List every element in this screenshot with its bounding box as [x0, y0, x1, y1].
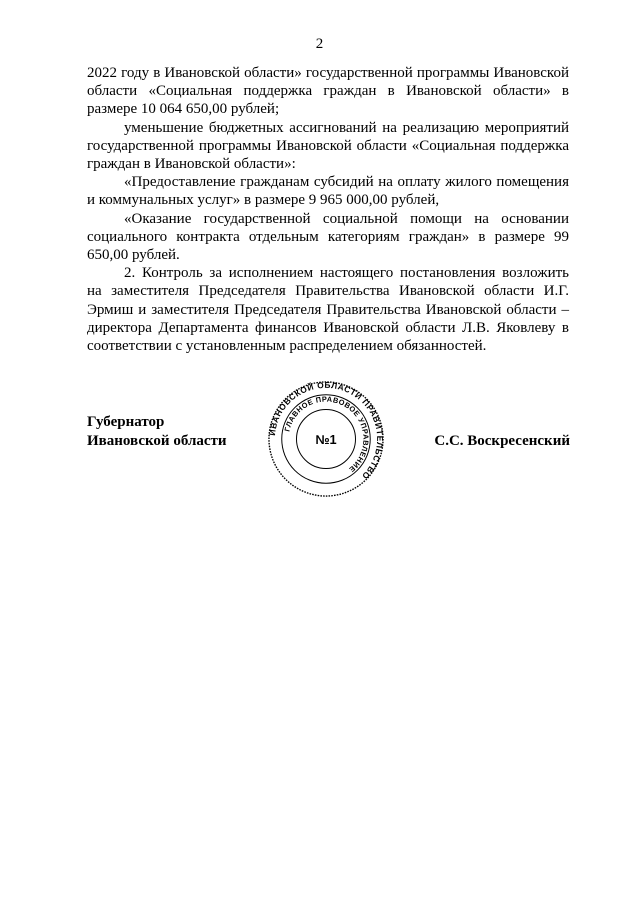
seal-ring-text: ИВАНОВСКОЙ ОБЛАСТИ ПРАВИТЕЛЬСТВО	[267, 380, 385, 482]
seal-inner-text: ГЛАВНОЕ ПРАВОВОЕ УПРАВЛЕНИЕ	[282, 394, 371, 475]
signatory-title-line-2: Ивановской области	[87, 433, 227, 449]
paragraph-3: «Предоставление гражданам субсидий на оплату жилого помещения и коммунальных услуг» в размере 9 965 000,00 рублей,	[87, 174, 569, 209]
paragraph-4: «Оказание государственной социальной помощи на основании социального контракта отдельным категориям граждан» в размере 99 650,00 рублей.	[87, 210, 569, 264]
paragraph-2: уменьшение бюджетных ассигнований на реализацию мероприятий государственной программы Ивановской области «Социальная поддержка граждан в Ивановской области»:	[87, 119, 569, 173]
page-number: 2	[315, 36, 324, 52]
paragraph-5: 2. Контроль за исполнением настоящего постановления возложить на заместителя Председателя Правительства Ивановской области И.Г. Эрмиш и заместителя Председателя Правительства Ивановской области – директора Департамента финансов Ивановской области Л.В. Яковлеву в соответствии с установленным распределением обязанностей.	[87, 265, 569, 355]
signatory-title-line-1: Губернатор	[87, 414, 165, 430]
official-seal-stamp	[267, 380, 385, 498]
signatory-name: С.С. Воскресенский	[434, 433, 570, 449]
signatory-title	[87, 413, 227, 451]
paragraph-1: 2022 году в Ивановской области» государственной программы Ивановской области «Социальная поддержка граждан в Ивановской области» в размере 10 064 650,00 рублей;	[87, 65, 569, 118]
seal-center-number: №1	[315, 431, 337, 447]
body-text	[87, 64, 569, 355]
